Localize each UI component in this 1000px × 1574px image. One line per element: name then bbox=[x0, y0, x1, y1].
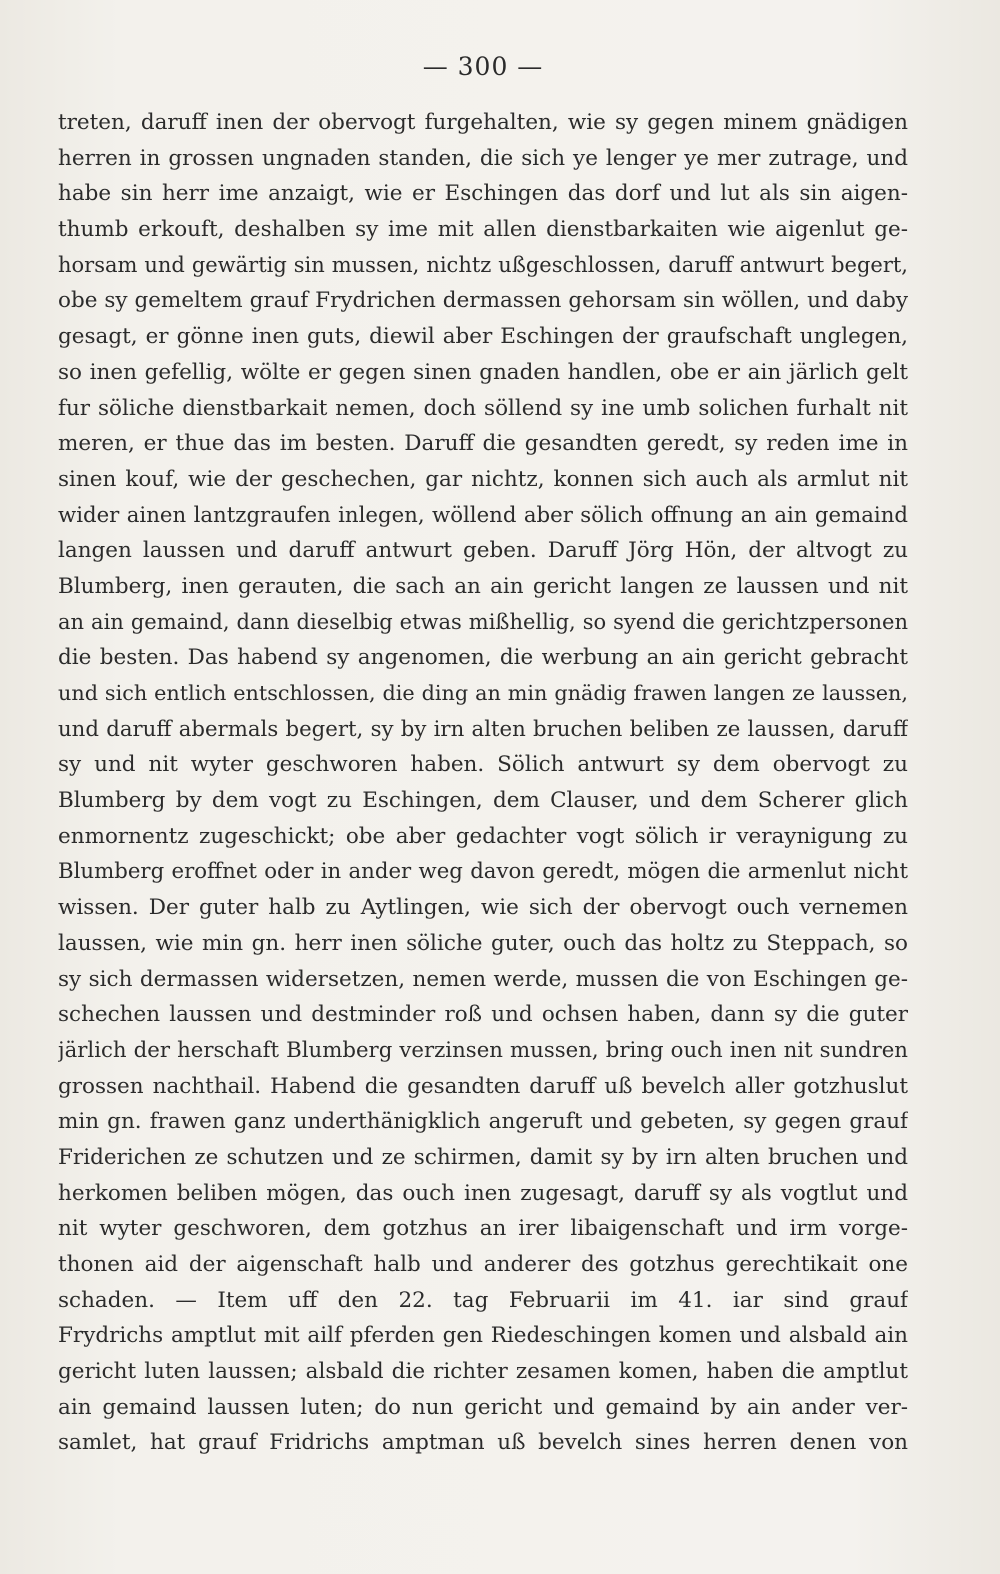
text-line: und daruff abermals begert, sy by irn alten bruchen beliben ze laussen, daruff bbox=[58, 716, 908, 742]
text-line: grossen nachthail. Habend die gesandten daruff uß bevelch aller gotzhuslut bbox=[58, 1073, 908, 1099]
text-line: schaden. — Item uff den 22. tag Februarii im 41. iar sind grauf bbox=[58, 1287, 908, 1313]
text-line: Frydrichs amptlut mit ailf pferden gen Riedeschingen komen und alsbald ain bbox=[58, 1323, 908, 1349]
text-line: langen laussen und daruff antwurt geben. Daruff Jörg Hön, der altvogt zu bbox=[58, 538, 908, 564]
text-line: wider ainen lantzgraufen inlegen, wöllend aber sölich offnung an ain gemaind bbox=[58, 502, 908, 528]
text-line: min gn. frawen ganz underthänigklich angeruft und gebeten, sy gegen grauf bbox=[58, 1109, 908, 1135]
text-line: enmornentz zugeschickt; obe aber gedachter vogt sölich ir veraynigung zu bbox=[58, 823, 908, 849]
text-line: järlich der herschaft Blumberg verzinsen mussen, bring ouch inen nit sundren bbox=[58, 1037, 908, 1063]
text-line: sy sich dermassen widersetzen, nemen werde, mussen die von Eschingen ge- bbox=[58, 966, 908, 992]
text-line: nit wyter geschworen, dem gotzhus an irer libaigenschaft und irm vorge- bbox=[58, 1216, 908, 1242]
text-line: gericht luten laussen; alsbald die richter zesamen komen, haben die amptlut bbox=[58, 1359, 908, 1385]
text-line: ain gemaind laussen luten; do nun gericht und gemaind by ain ander ver- bbox=[58, 1394, 908, 1420]
text-line: horsam und gewärtig sin mussen, nichtz ußgeschlossen, daruff antwurt begert, bbox=[58, 252, 908, 277]
text-line: Blumberg eroffnet oder in ander weg davon geredt, mögen die armenlut nicht bbox=[58, 859, 908, 885]
text-line: laussen, wie min gn. herr inen söliche guter, ouch das holtz zu Steppach, so bbox=[58, 930, 908, 956]
text-line: so inen gefellig, wölte er gegen sinen gnaden handlen, obe er ain järlich gelt bbox=[58, 359, 908, 385]
text-line: Friderichen ze schutzen und ze schirmen, damit sy by irn alten bruchen und bbox=[58, 1144, 908, 1170]
text-line: Blumberg by dem vogt zu Eschingen, dem Clauser, und dem Scherer glich bbox=[58, 788, 908, 814]
text-line: habe sin herr ime anzaigt, wie er Eschingen das dorf und lut als sin aigen- bbox=[58, 181, 908, 207]
text-line: herkomen beliben mögen, das ouch inen zugesagt, daruff sy als vogtlut und bbox=[58, 1180, 908, 1206]
text-line: Blumberg, inen gerauten, die sach an ain gericht langen ze laussen und nit bbox=[58, 573, 908, 599]
text-line: fur söliche dienstbarkait nemen, doch söllend sy ine umb solichen furhalt nit bbox=[58, 395, 908, 421]
text-line: wissen. Der guter halb zu Aytlingen, wie sich der obervogt ouch vernemen bbox=[58, 895, 908, 921]
text-line: herren in grossen ungnaden standen, die sich ye lenger ye mer zutrage, und bbox=[58, 145, 908, 171]
text-line: gesagt, er gönne inen guts, diewil aber Eschingen der graufschaft unglegen, bbox=[58, 324, 908, 350]
text-line: thumb erkouft, deshalben sy ime mit allen dienstbarkaiten wie aigenlut ge- bbox=[58, 217, 908, 243]
page-number: — 300 — bbox=[422, 52, 544, 81]
text-line: sinen kouf, wie der geschechen, gar nichtz, konnen sich auch als armlut nit bbox=[58, 466, 908, 492]
text-line: sy und nit wyter geschworen haben. Sölich antwurt sy dem obervogt zu bbox=[58, 752, 908, 778]
text-line: samlet, hat grauf Fridrichs amptman uß bevelch sines herren denen von bbox=[58, 1430, 908, 1456]
text-line: thonen aid der aigenschaft halb und anderer des gotzhus gerechtikait one bbox=[58, 1252, 908, 1277]
text-line: meren, er thue das im besten. Daruff die gesandten geredt, sy reden ime in bbox=[58, 431, 908, 457]
text-line: und sich entlich entschlossen, die ding an min gnädig frawen langen ze laussen, bbox=[58, 681, 908, 705]
body-text bbox=[58, 105, 908, 1461]
text-line: schechen laussen und destminder roß und ochsen haben, dann sy die guter bbox=[58, 1002, 908, 1028]
text-line: treten, daruff inen der obervogt furgehalten, wie sy gegen minem gnädigen bbox=[58, 110, 908, 135]
text-line: obe sy gemeltem grauf Frydrichen dermassen gehorsam sin wöllen, und daby bbox=[58, 288, 908, 314]
text-line: an ain gemaind, dann dieselbig etwas mißhellig, so syend die gerichtzpersonen bbox=[58, 609, 908, 634]
text-line: die besten. Das habend sy angenomen, die werbung an ain gericht gebracht bbox=[58, 645, 908, 671]
